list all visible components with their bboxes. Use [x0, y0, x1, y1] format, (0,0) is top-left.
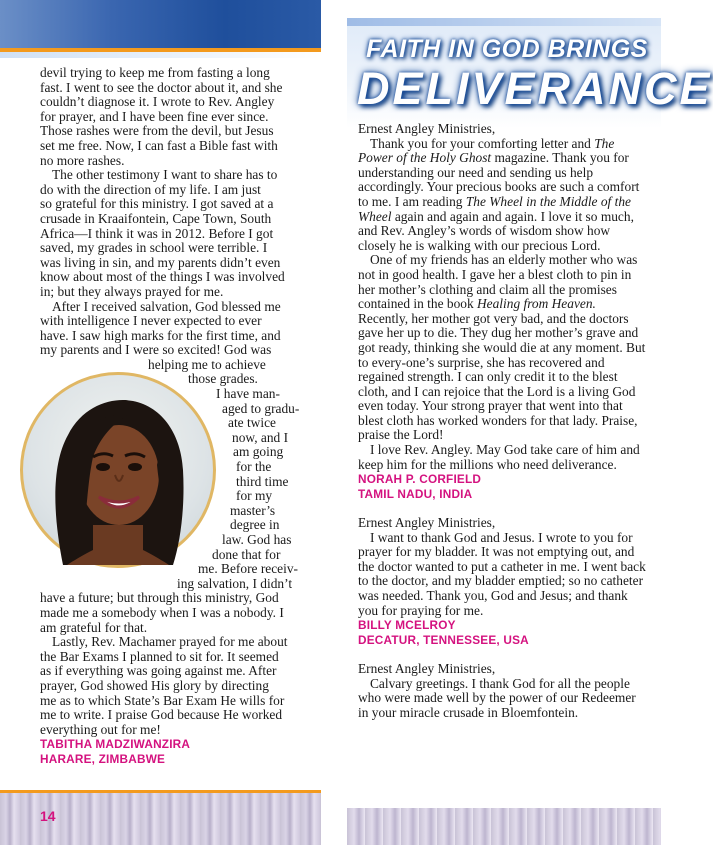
author-photo: [20, 372, 216, 568]
paragraph: Calvary greetings. I thank God for all the people who were made well by the power of our Redeemer in your miracle crusade in Bloemfontein.: [358, 675, 636, 720]
paragraph: devil trying to keep me from fasting a long fast. I went to see the doctor about it, and she couldn’t diagnose it. I wrote to Rev. Angley for prayer, and I have been fine ever since. Those rashes were from the devil, but Jesus set me free. Now, I can fast a Bible fast with no more rashes.: [40, 65, 283, 168]
signature-name: BILLY MCELROY: [358, 618, 456, 633]
letter-salutation: Ernest Angley Ministries,: [358, 515, 496, 531]
signature-name: NORAH P. CORFIELD: [358, 472, 482, 487]
banner-fade-left: [0, 52, 321, 58]
portrait-illustration: [23, 375, 213, 565]
book-title: The Wheel in the Middle of the Wheel: [358, 193, 631, 224]
signature-location: TAMIL NADU, INDIA: [358, 486, 473, 501]
signature-location: HARARE, ZIMBABWE: [40, 751, 166, 766]
signature-name: TABITHA MADZIWANZIRA: [40, 737, 191, 752]
letter-salutation: Ernest Angley Ministries,: [358, 660, 496, 676]
footer-pattern-right: [347, 808, 661, 845]
right-column: [358, 122, 648, 720]
paragraph: One of my friends has an elderly mother who was not in good health. I gave her a blest cloth to pin in her mother’s clothing and claim all the promises contained in the book Healing from Heaven. Recently, her mother got very bad, and the doctors gave her up to die. They dug her mother’s grave and got ready, thinking she would die at any moment. But to every-one’s surprise, she has recovered and regained strength. I can only credit it to the blest cloth, and I can rejoice that the Lord is a living God even today. Your strong prayer that went into that blest cloth has worked wonders for that lady. Praise, praise the Lord!: [358, 252, 646, 443]
title-line-1: FAITH IN GOD BRINGS: [366, 35, 648, 63]
page-number: 14: [40, 808, 56, 824]
signature-location: DECATUR, TENNESSEE, USA: [358, 632, 529, 647]
title-line-2: DELIVERANCE: [357, 63, 713, 114]
letter-salutation: Ernest Angley Ministries,: [358, 121, 496, 136]
book-title: Healing from Heaven.: [477, 296, 596, 312]
paragraph: Thank you for your comforting letter and The Power of the Holy Ghost magazine. Thank you for understanding our need and sending us help accordingly. Your precious books are such a comfort to me. I am reading The Wheel in the Middle of the Wheel again and again and again. I love it so much, and Rev. Angley’s words of wisdom show how closely he is walking with our precious Lord.: [358, 135, 640, 253]
accent-strip-right: [347, 18, 661, 26]
paragraph: I love Rev. Angley. May God take care of him and keep him for the millions who need deliverance.: [358, 442, 640, 472]
article-title: [357, 34, 713, 114]
paragraph: The other testimony I want to share has to do with the direction of my life. I am just so grateful for this ministry. I got saved at a crusade in Kraaifontein, Cape Town, South Africa—I think it was in 2012. Before I got saved, my grades in school were terrible. I was living in sin, and my parents didn’t even know about most of the things I was involved in; but they always prayed for me.: [40, 167, 285, 299]
paragraph: Lastly, Rev. Machamer prayed for me about the Bar Exams I planned to sit for. It seemed as if everything was going against me. After prayer, God showed His glory by directing me as to which State’s Bar Exam He wills for me to write. I praise God because He worked everything out for me!: [40, 634, 288, 737]
magazine-title: The Power of the Holy Ghost: [358, 135, 615, 166]
paragraph: I want to thank God and Jesus. I wrote to you for prayer for my bladder. It was not emptying out, and the doctor wanted to put a catheter in me. I went back to the doctor, and my bladder emptied; so no catheter was needed. Thank you, God and Jesus; and thank you for praying for me.: [358, 529, 646, 618]
top-banner-left: [0, 0, 321, 52]
paragraph: After I received salvation, God blessed me with intelligence I never expected to ever have. I saw high marks for the first time, and my parents and I were so excited! God was helping me to achieve those grades. I have man- aged to gradu- ate twice now, and I am going for the third time for my master’s degree in law. God has done that for me. Before receiv- ing salvation, I didn’t have a future; but through this ministry, God made me a somebody when I was a nobody. I am grateful for that.: [40, 298, 300, 635]
footer-accent-left: [0, 790, 321, 793]
